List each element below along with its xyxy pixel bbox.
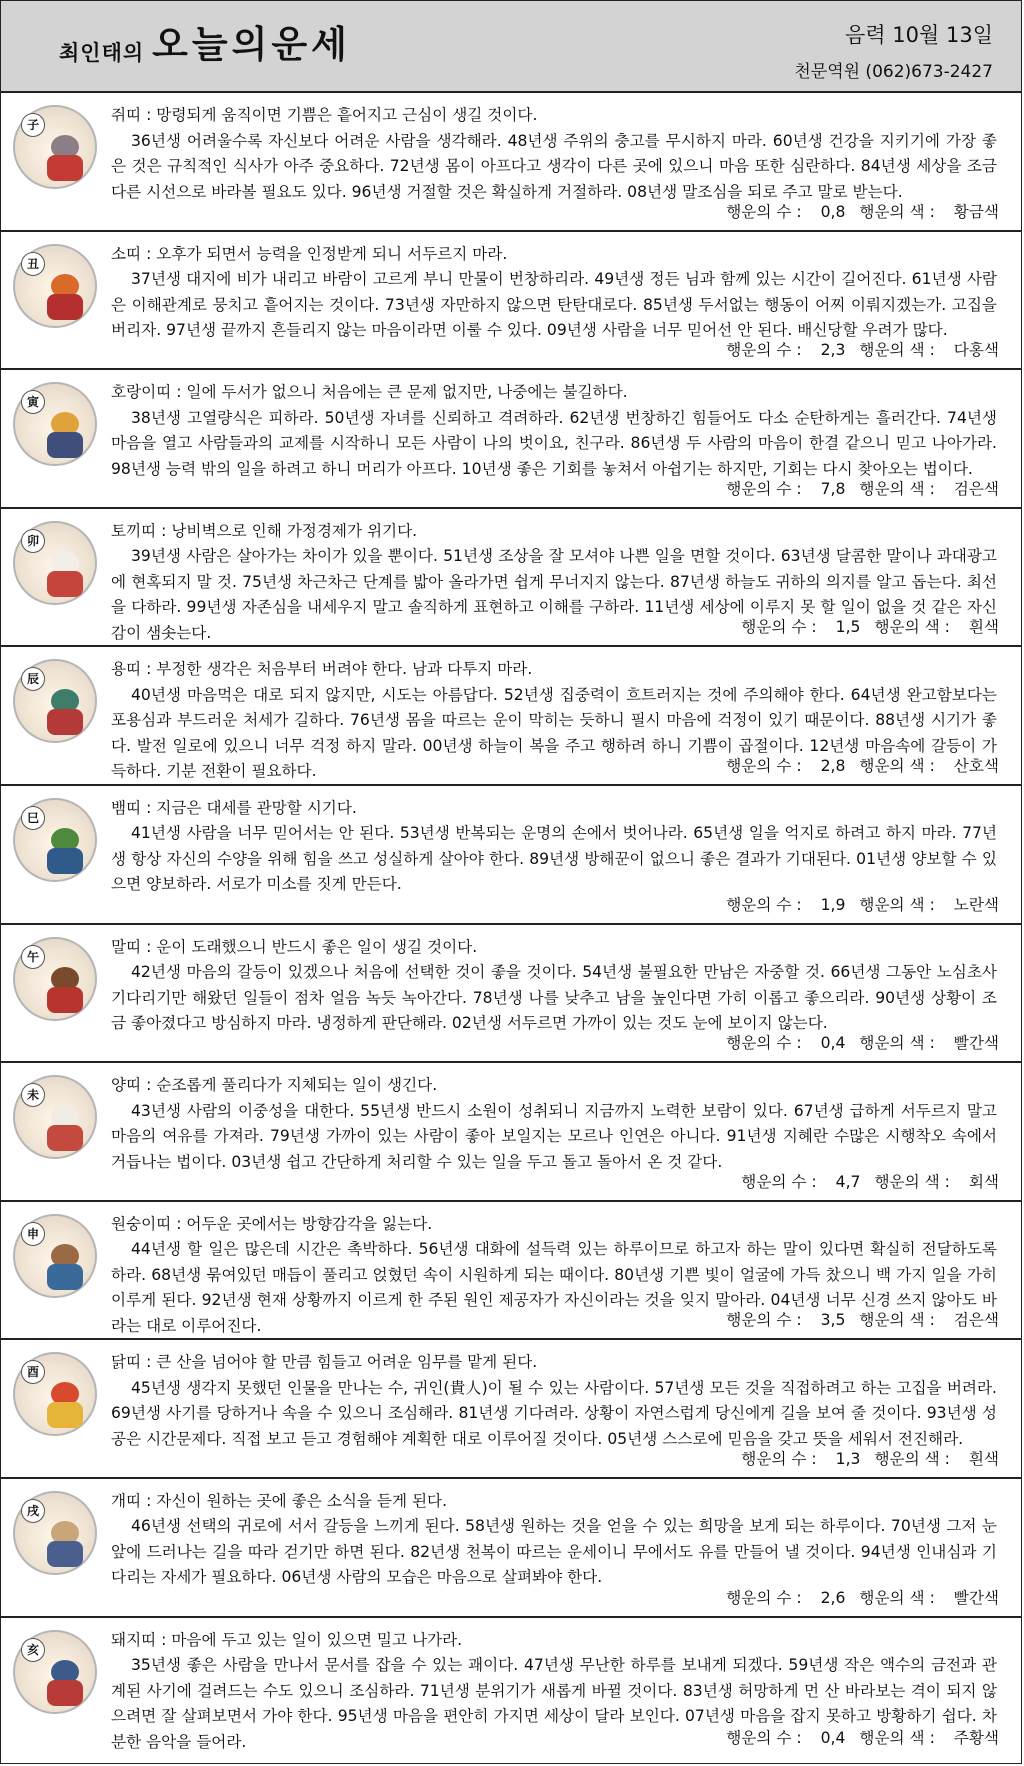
zodiac-animal-icon	[43, 1105, 87, 1153]
lucky-color	[859, 341, 999, 359]
zodiac-emblem-icon	[13, 1491, 97, 1575]
lucky-info	[726, 893, 999, 915]
animal-body	[47, 1402, 83, 1428]
zodiac-entry	[1, 370, 1021, 509]
animal-body	[47, 1541, 83, 1567]
lucky-color	[859, 203, 999, 221]
lucky-number-value: 1,5	[835, 618, 861, 637]
lucky-number	[726, 1311, 845, 1329]
lucky-color-value: 주황색	[953, 1729, 999, 1748]
lucky-color-value: 노란색	[953, 895, 999, 914]
lucky-number-label: 행운의 수 :	[726, 1034, 807, 1053]
zodiac-animal-icon	[43, 551, 87, 599]
zodiac-animal-icon	[43, 412, 87, 460]
zodiac-animal-icon	[43, 135, 87, 183]
lucky-color-label: 행운의 색 :	[859, 1729, 940, 1748]
fortune-text	[111, 1073, 997, 1175]
lucky-number	[726, 1034, 845, 1052]
zodiac-hanja: 酉	[21, 1360, 45, 1384]
lucky-number	[741, 1450, 860, 1468]
zodiac-entry	[1, 1618, 1021, 1757]
fortune-text	[111, 1489, 997, 1591]
lucky-number	[741, 1173, 860, 1191]
zodiac-hanja: 寅	[21, 390, 45, 414]
zodiac-emblem-icon	[13, 382, 97, 466]
lucky-color	[859, 896, 999, 914]
lucky-number-value: 0,8	[820, 202, 846, 221]
lucky-color-label: 행운의 색 :	[859, 202, 940, 221]
lucky-color-value: 빨간색	[953, 1034, 999, 1053]
zodiac-emblem-icon	[13, 244, 97, 328]
fortune-text	[111, 103, 997, 205]
zodiac-hanja: 巳	[21, 806, 45, 830]
fortune-body: 40년생 마음먹은 대로 되지 않지만, 시도는 아름답다. 52년생 집중력이 흐트러지는 것에 주의해야 한다. 64년생 완고함보다는 포용심과 부드러운 처세가 길하다. 76년생 몸을 따르는 운이 막히는 듯하니 필시 마음에 걱정이 있기 때문이다. 88년생 시기가 좋다. 발전 일로에 있으니 너무 걱정 하지 말라. 00년생 하늘이 복을 주고 행하려 하니 기쁨이 곱절이다. 12년생 마음속에 갈등이 가득하다. 기분 전환이 필요하다.	[111, 685, 997, 781]
fortune-headline: 원숭이띠 : 어두운 곳에서는 방향감각을 잃는다.	[111, 1214, 433, 1233]
zodiac-animal-icon	[43, 1382, 87, 1430]
fortune-text	[111, 935, 997, 1037]
lucky-color	[859, 757, 999, 775]
lucky-color	[859, 1311, 999, 1329]
zodiac-hanja: 子	[21, 113, 45, 137]
zodiac-entry	[1, 1479, 1021, 1618]
lucky-color-label: 행운의 색 :	[859, 1311, 940, 1330]
lucky-info	[726, 754, 999, 776]
fortune-body: 41년생 사람을 너무 믿어서는 안 된다. 53년생 반복되는 운명의 손에서 벗어나라. 65년생 일을 억지로 하려고 하지 마라. 77년생 항상 자신의 수양을 위해 힘을 쓰고 성실하게 살아야 한다. 89년생 방해꾼이 없으니 좋은 결과가 기대된다. 01년생 양보할 수 있으면 양보하라. 서로가 미소를 짓게 만든다.	[111, 824, 997, 894]
fortune-headline: 소띠 : 오후가 되면서 능력을 인정받게 되니 서두르지 마라.	[111, 244, 508, 263]
lucky-number-label: 행운의 수 :	[741, 1172, 822, 1191]
zodiac-hanja: 丑	[21, 252, 45, 276]
lucky-color-label: 행운의 색 :	[859, 479, 940, 498]
fortune-body: 46년생 선택의 귀로에 서서 갈등을 느끼게 된다. 58년생 원하는 것을 얻을 수 있는 희망을 보게 되는 하루이다. 70년생 그저 눈앞에 드러나는 길을 따라 걷기만 하면 된다. 82년생 천복이 따르는 운세이니 무에서도 유를 만들어 낼 것이다. 94년생 인내심과 기다리는 자세가 필요하다. 06년생 사람의 모습은 마음으로 살펴봐야 한다.	[111, 1517, 997, 1587]
zodiac-emblem-icon	[13, 937, 97, 1021]
zodiac-emblem-icon	[13, 1352, 97, 1436]
lucky-number	[726, 1729, 845, 1747]
zodiac-emblem-icon	[13, 1214, 97, 1298]
lucky-number-label: 행운의 수 :	[741, 1449, 822, 1468]
lucky-info	[741, 615, 999, 637]
lucky-number	[726, 203, 845, 221]
fortune-body: 37년생 대지에 비가 내리고 바람이 고르게 부니 만물이 번창하리라. 49년생 정든 님과 함께 있는 시간이 길어진다. 61년생 사람은 이해관계로 뭉치고 흩어지는 것이다. 73년생 자만하지 않으면 탄탄대로다. 85년생 두서없는 행동이 어찌 이뤄지겠는가. 고집을 버리자. 97년생 끝까지 흔들리지 않는 마음이라면 이룰 수 있다. 09년생 사람을 너무 믿어선 안 된다. 배신당할 우려가 많다.	[111, 270, 997, 340]
columnist-name: 최인태의	[59, 40, 145, 65]
lucky-number-label: 행운의 수 :	[741, 618, 822, 637]
fortune-headline: 돼지띠 : 마음에 두고 있는 일이 있으면 밀고 나가라.	[111, 1630, 463, 1649]
lucky-color-value: 검은색	[953, 1311, 999, 1330]
zodiac-hanja: 午	[21, 945, 45, 969]
lucky-color	[874, 1173, 999, 1191]
zodiac-entry	[1, 925, 1021, 1064]
zodiac-entry	[1, 786, 1021, 925]
lucky-color-value: 산호색	[953, 756, 999, 775]
lucky-number-value: 3,5	[820, 1311, 846, 1330]
zodiac-animal-icon	[43, 828, 87, 876]
lucky-number-label: 행운의 수 :	[726, 895, 807, 914]
animal-body	[47, 155, 83, 181]
zodiac-hanja: 未	[21, 1083, 45, 1107]
fortune-text	[111, 242, 997, 344]
lucky-color	[859, 1729, 999, 1747]
zodiac-animal-icon	[43, 1660, 87, 1708]
lucky-info	[726, 200, 999, 222]
lunar-date: 음력 10월 13일	[845, 23, 993, 47]
zodiac-entry	[1, 1340, 1021, 1479]
header	[1, 1, 1021, 93]
lucky-info	[726, 1726, 999, 1748]
zodiac-entry	[1, 647, 1021, 786]
zodiac-emblem-icon	[13, 798, 97, 882]
fortune-text	[111, 380, 997, 482]
lucky-color	[874, 1450, 999, 1468]
lucky-color-label: 행운의 색 :	[874, 1449, 955, 1468]
lucky-info	[741, 1170, 999, 1192]
fortune-text	[111, 1350, 997, 1452]
lucky-color-value: 다홍색	[953, 341, 999, 360]
lucky-number-value: 0,4	[820, 1729, 846, 1748]
lucky-number-label: 행운의 수 :	[726, 1729, 807, 1748]
lucky-color-label: 행운의 색 :	[874, 1172, 955, 1191]
animal-body	[47, 1680, 83, 1706]
zodiac-animal-icon	[43, 1244, 87, 1292]
zodiac-entry	[1, 1063, 1021, 1202]
lucky-info	[726, 1031, 999, 1053]
fortune-headline: 호랑이띠 : 일에 두서가 없으니 처음에는 큰 문제 없지만, 나중에는 불길하다.	[111, 383, 628, 402]
fortune-headline: 용띠 : 부정한 생각은 처음부터 버려야 한다. 남과 다투지 마라.	[111, 660, 533, 679]
zodiac-hanja: 辰	[21, 667, 45, 691]
zodiac-animal-icon	[43, 967, 87, 1015]
lucky-number-value: 2,6	[820, 1588, 846, 1607]
fortune-body: 38년생 고열량식은 피하라. 50년생 자녀를 신뢰하고 격려하라. 62년생 번창하긴 힘들어도 다소 순탄하게는 흘러간다. 74년생 마음을 열고 사람들과의 교제를 시작하니 모든 사람이 나의 벗이요, 친구라. 86년생 두 사람의 마음이 한결 같으니 믿고 나아가라. 98년생 능력 밖의 일을 하려고 하니 머리가 아프다. 10년생 좋은 기회를 놓쳐서 아쉽기는 하지만, 기회는 다시 찾아오는 법이다.	[111, 408, 997, 478]
fortune-headline: 토끼띠 : 낭비벽으로 인해 가정경제가 위기다.	[111, 521, 418, 540]
lucky-number-value: 2,3	[820, 341, 846, 360]
zodiac-animal-icon	[43, 274, 87, 322]
lucky-number	[726, 896, 845, 914]
zodiac-list	[1, 93, 1021, 1756]
animal-body	[47, 1125, 83, 1151]
fortune-body: 42년생 마음의 갈등이 있겠으나 처음에 선택한 것이 좋을 것이다. 54년생 불필요한 만남은 자중할 것. 66년생 그동안 노심초사 기다리기만 해왔던 일들이 점차 얼음 녹듯 녹아간다. 78년생 나를 낮추고 남을 높인다면 가히 이롭고 좋으리라. 90년생 상황이 조금 좋아졌다고 방심하지 마라. 냉정하게 판단해라. 02년생 서두르면 가까이 있는 것도 눈에 보이지 않는다.	[111, 963, 997, 1033]
lucky-number	[726, 757, 845, 775]
animal-body	[47, 987, 83, 1013]
animal-body	[47, 571, 83, 597]
lucky-info	[726, 477, 999, 499]
lucky-info	[726, 1308, 999, 1330]
lucky-number	[726, 1589, 845, 1607]
fortune-body: 35년생 좋은 사람을 만나서 문서를 잡을 수 있는 괘이다. 47년생 무난한 하루를 보내게 되겠다. 59년생 작은 액수의 금전과 관계된 사기에 걸려드는 수도 있으니 조심하라. 71년생 분위기가 새롭게 바뀔 것이다. 83년생 허망하게 먼 산 바라보는 격이 되지 않으려면 잘 살펴보면서 가야 한다. 95년생 마음을 편안히 가지면 세상이 달라 보인다. 07년생 마음을 잡지 못하고 방황하기 쉽다. 차분한 음악을 들어라.	[111, 1656, 997, 1751]
fortune-headline: 말띠 : 운이 도래했으니 반드시 좋은 일이 생길 것이다.	[111, 937, 478, 956]
lucky-number	[726, 480, 845, 498]
zodiac-emblem-icon	[13, 1630, 97, 1714]
lucky-color-value: 빨간색	[953, 1588, 999, 1607]
lucky-color	[874, 618, 999, 636]
zodiac-hanja: 戌	[21, 1499, 45, 1523]
lucky-color-label: 행운의 색 :	[874, 618, 955, 637]
lucky-number-value: 2,8	[820, 756, 846, 775]
lucky-number-value: 0,4	[820, 1034, 846, 1053]
lucky-number-label: 행운의 수 :	[726, 756, 807, 775]
fortune-headline: 쥐띠 : 망령되게 움직이면 기쁨은 흩어지고 근심이 생길 것이다.	[111, 106, 538, 124]
lucky-color	[859, 1034, 999, 1052]
lucky-color	[859, 1589, 999, 1607]
lucky-number-value: 1,9	[820, 895, 846, 914]
brand	[59, 23, 351, 67]
page-title: 오늘의운세	[152, 23, 351, 66]
zodiac-hanja: 亥	[21, 1638, 45, 1662]
zodiac-entry	[1, 93, 1021, 232]
fortune-body: 45년생 생각지 못했던 인물을 만나는 수, 귀인(貴人)이 될 수 있는 사람이다. 57년생 모든 것을 직접하려고 하는 고집을 버려라. 69년생 사기를 당하거나 속을 수 있으니 조심해라. 81년생 기다려라. 상황이 자연스럽게 당신에게 길을 보여 줄 것이다. 93년생 성공은 시간문제다. 직접 보고 듣고 경험해야 계획한 대로 이루어질 것이다. 05년생 스스로에 믿음을 갖고 뜻을 세워서 전진해라.	[111, 1378, 997, 1448]
lucky-number-value: 4,7	[835, 1172, 861, 1191]
zodiac-entry	[1, 509, 1021, 648]
fortune-body: 39년생 사람은 살아가는 차이가 있을 뿐이다. 51년생 조상을 잘 모셔야 나쁜 일을 면할 것이다. 63년생 달콤한 말이나 과대광고에 현혹되지 말 것. 75년생 차근차근 단계를 밟아 올라가면 쉽게 무너지지 않는다. 87년생 하늘도 귀하의 의지를 알고 돕는다. 최선을 다하라. 99년생 자존심을 내세우지 말고 솔직하게 표현하고 이해를 구하라. 11년생 세상에 이루지 못 할 일이 없을 것 같은 자신감이 샘솟는다.	[111, 547, 997, 642]
animal-body	[47, 848, 83, 874]
fortune-body: 44년생 할 일은 많은데 시간은 촉박하다. 56년생 대화에 설득력 있는 하루이므로 하고자 하는 말이 있다면 확실히 전달하도록 하라. 68년생 묶여있던 매듭이 풀리고 얹혔던 속이 시원하게 되는 때이다. 80년생 기쁜 빛이 얼굴에 가득 찼으니 백 가지 일을 가히 이루게 된다. 92년생 현재 상황까지 이르게 한 주된 원인 제공자가 자신이라는 것을 잊지 말아라. 04년생 너무 신경 쓰지 않아도 바라는 대로 이루어진다.	[111, 1240, 997, 1335]
lucky-color-value: 흰색	[968, 618, 999, 637]
zodiac-hanja: 申	[21, 1222, 45, 1246]
fortune-body: 43년생 사람의 이중성을 대한다. 55년생 반드시 소원이 성취되니 지금까지 노력한 보람이 있다. 67년생 급하게 서두르지 말고 마음의 여유를 가져라. 79년생 가까이 있는 사람이 좋아 보일지는 모르나 인연은 아니다. 91년생 지혜란 수많은 시행착오 속에서 거듭나는 법이다. 03년생 쉽고 간단하게 처리할 수 있는 일을 두고 돌고 돌아서 온 것 같다.	[111, 1101, 998, 1171]
lucky-color	[859, 480, 999, 498]
lucky-number-label: 행운의 수 :	[726, 1311, 807, 1330]
zodiac-hanja: 卯	[21, 529, 45, 553]
animal-body	[47, 1264, 83, 1290]
lucky-color-label: 행운의 색 :	[859, 341, 940, 360]
lucky-info	[726, 338, 999, 360]
lucky-color-value: 흰색	[968, 1449, 999, 1468]
contact-info: 천문역원 (062)673-2427	[794, 62, 993, 82]
lucky-color-value: 황금색	[953, 202, 999, 221]
lucky-info	[726, 1586, 999, 1608]
lucky-color-label: 행운의 색 :	[859, 756, 940, 775]
lucky-number-label: 행운의 수 :	[726, 1588, 807, 1607]
zodiac-animal-icon	[43, 1521, 87, 1569]
lucky-number	[726, 341, 845, 359]
lucky-color-value: 검은색	[953, 479, 999, 498]
lucky-info	[741, 1447, 999, 1469]
lucky-color-value: 회색	[968, 1172, 999, 1191]
fortune-body: 36년생 어려울수록 자신보다 어려운 사람을 생각해라. 48년생 주위의 충고를 무시하지 마라. 60년생 건강을 지키기에 가장 좋은 것은 규칙적인 식사가 아주 중요하다. 72년생 몸이 아프다고 생각이 다른 곳에 있으니 마음 또한 심란하다. 84년생 세상을 조금 다른 시선으로 바라볼 필요도 있다. 96년생 거절할 것은 확실하게 거절하라. 08년생 말조심을 되로 주고 말로 받는다.	[111, 131, 998, 201]
animal-body	[47, 294, 83, 320]
zodiac-emblem-icon	[13, 105, 97, 189]
zodiac-entry	[1, 1202, 1021, 1341]
fortune-headline: 닭띠 : 큰 산을 넘어야 할 만큼 힘들고 어려운 임무를 맡게 된다.	[111, 1353, 538, 1372]
fortune-headline: 개띠 : 자신이 원하는 곳에 좋은 소식을 듣게 된다.	[111, 1491, 448, 1510]
animal-body	[47, 432, 83, 458]
fortune-headline: 양띠 : 순조롭게 풀리다가 지체되는 일이 생긴다.	[111, 1076, 438, 1095]
zodiac-entry	[1, 232, 1021, 371]
zodiac-animal-icon	[43, 689, 87, 737]
zodiac-emblem-icon	[13, 659, 97, 743]
lucky-number-label: 행운의 수 :	[726, 479, 807, 498]
lucky-number	[741, 618, 860, 636]
zodiac-emblem-icon	[13, 521, 97, 605]
lucky-number-label: 행운의 수 :	[726, 202, 807, 221]
lucky-color-label: 행운의 색 :	[859, 1034, 940, 1053]
lucky-color-label: 행운의 색 :	[859, 1588, 940, 1607]
zodiac-emblem-icon	[13, 1075, 97, 1159]
lucky-color-label: 행운의 색 :	[859, 895, 940, 914]
lucky-number-value: 7,8	[820, 479, 846, 498]
fortune-headline: 뱀띠 : 지금은 대세를 관망할 시기다.	[111, 798, 357, 817]
fortune-text	[111, 796, 997, 898]
lucky-number-label: 행운의 수 :	[726, 341, 807, 360]
animal-body	[47, 709, 83, 735]
lucky-number-value: 1,3	[835, 1449, 861, 1468]
